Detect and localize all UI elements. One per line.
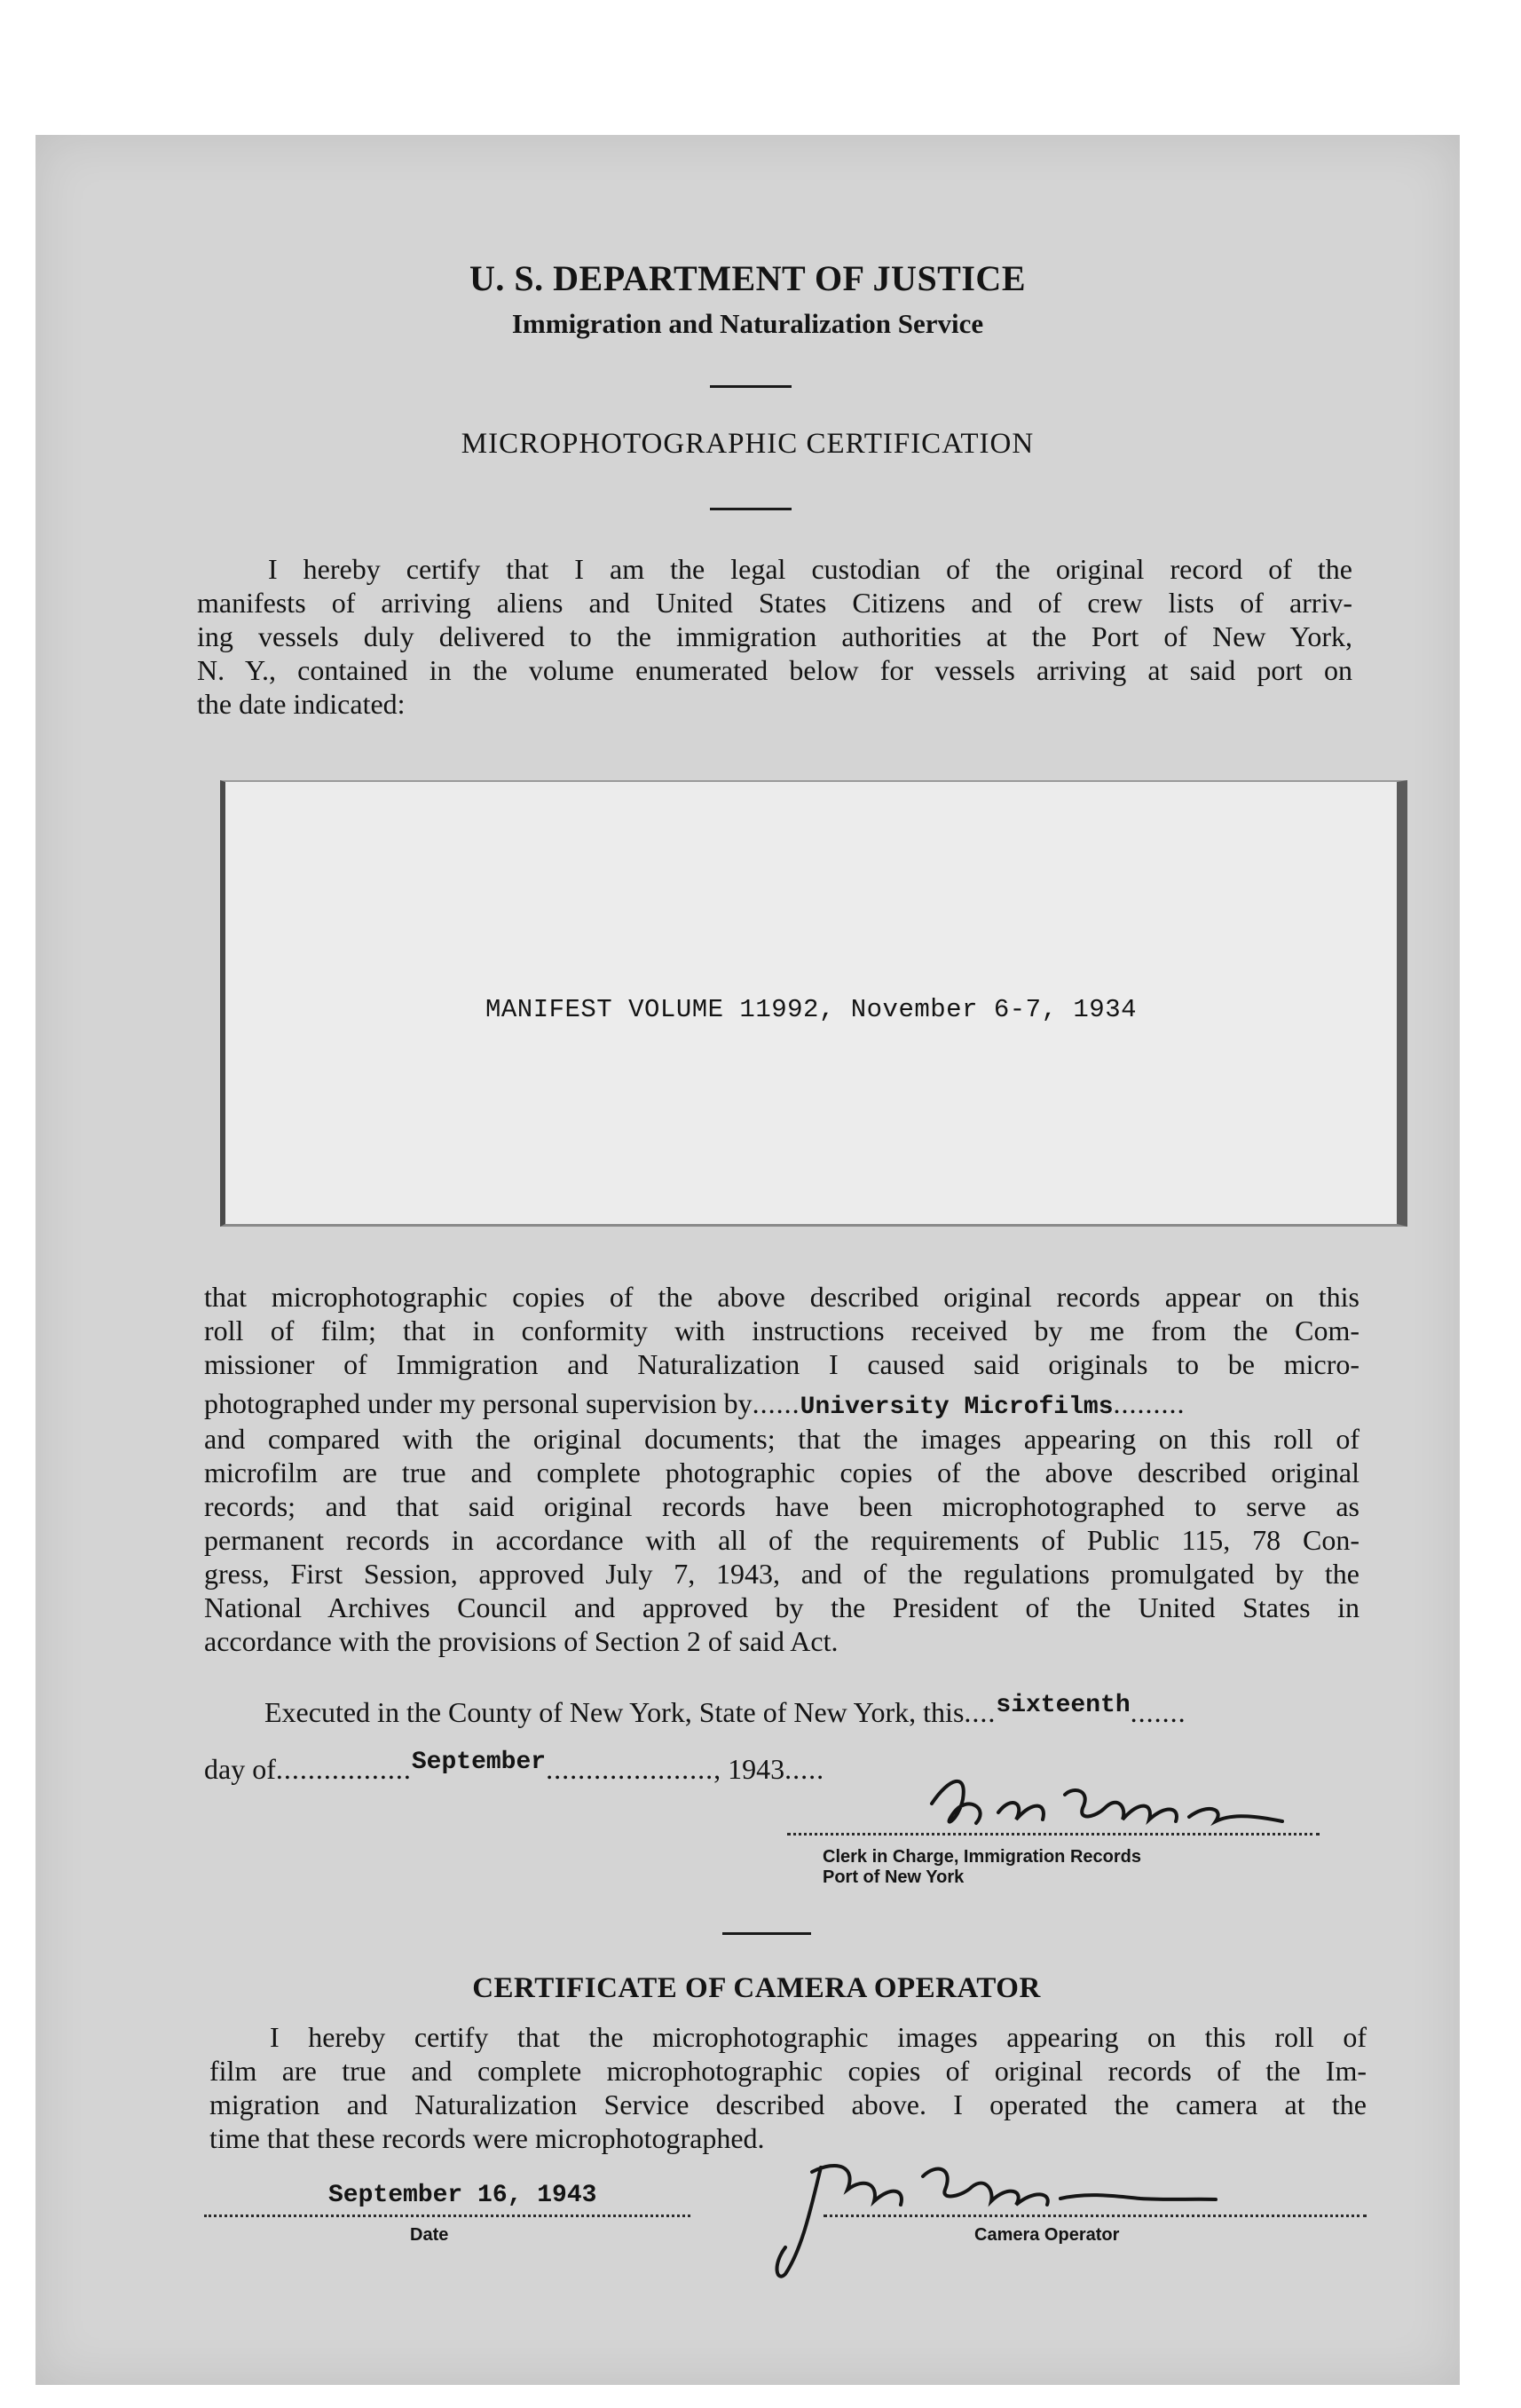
certification-title: MICROPHOTOGRAPHIC CERTIFICATION [461,428,1035,460]
intro-line: N. Y., contained in the volume enumerated below for vessels arriving at said port on [197,654,1352,686]
intro-line: manifests of arriving aliens and United States Citizens and of crew lists of arriv- [197,587,1352,619]
leader-dots: ......... [1113,1387,1186,1419]
body-line: gress, First Session, approved July 7, 1943, and of the regulations promulgated by the [204,1558,1359,1590]
body-paragraph [204,1280,1359,1381]
intro-line: I hereby certify that I am the legal custodian of the original record of the [268,553,1352,585]
manifest-volume-text: MANIFEST VOLUME 11992, November 6-7, 1934 [485,995,1138,1024]
date-label: Date [410,2225,449,2245]
day-of-line [204,1749,825,1790]
body-line: and compared with the original documents; that the images appearing on this roll of [204,1423,1359,1455]
leader-dots: ..... [784,1753,825,1785]
clerk-port: Port of New York [823,1867,965,1887]
intro-line: ing vessels duly delivered to the immigration authorities at the Port of New York, [197,620,1352,652]
body-line: missioner of Immigration and Naturalization I caused said originals to be micro- [204,1348,1359,1380]
date-line [204,2215,690,2217]
clerk-signature-line [787,1833,1320,1836]
divider-rule [710,508,792,510]
clerk-signature [914,1768,1287,1848]
body-line: accordance with the provisions of Section 2 of said Act. [204,1625,839,1657]
leader-dots: ....... [1130,1696,1186,1728]
body-line: records; and that said original records have been microphotographed to serve as [204,1490,1359,1522]
executed-day-typed: sixteenth [996,1692,1131,1719]
leader-dots: ...... [752,1387,800,1419]
leader-dots: ..................... [546,1753,714,1785]
service-subheading: Immigration and Naturalization Service [511,308,984,339]
year-text: , 1943 [713,1753,785,1785]
department-heading: U. S. DEPARTMENT OF JUSTICE [469,258,1026,298]
executed-prefix: Executed in the County of New York, State of New York, this [264,1696,965,1728]
divider-rule [710,385,792,388]
clerk-title: Clerk in Charge, Immigration Records [823,1847,1141,1867]
day-of-label: day of [204,1753,276,1785]
intro-line: the date indicated: [197,688,406,720]
camera-operator-title: CERTIFICATE OF CAMERA OPERATOR [472,1972,1041,2004]
executed-line [264,1692,1186,1733]
camera-operator-paragraph [209,2020,1367,2155]
body-line: roll of film; that in conformity with instructions received by me from the Com- [204,1315,1359,1346]
supervised-by-typed: University Microfilms [800,1393,1114,1421]
supervision-line [204,1386,1186,1425]
operator-signature-line [824,2215,1367,2217]
supervision-prefix: photographed under my personal supervision by [204,1387,753,1419]
body-line: National Archives Council and approved by the President of the United States in [204,1591,1359,1623]
camera-line: migration and Naturalization Service described above. I operated the camera at the [209,2088,1367,2120]
operator-date-typed: September 16, 1943 [328,2182,597,2209]
body-line: that microphotographic copies of the above described original records appear on this [204,1281,1359,1313]
body-line: permanent records in accordance with all of the requirements of Public 115, 78 Con- [204,1524,1359,1556]
intro-paragraph [197,552,1352,721]
body-paragraph-continued [204,1422,1359,1658]
manifest-insert-slip [220,780,1407,1227]
certification-sheet [35,135,1460,2385]
operator-label: Camera Operator [974,2225,1120,2245]
camera-line: I hereby certify that the microphotographic images appearing on this roll of [270,2021,1367,2053]
leader-dots: ................. [275,1753,412,1785]
camera-line: time that these records were microphotographed. [209,2122,765,2154]
camera-line: film are true and complete microphotographic copies of original records of the Im- [209,2055,1367,2087]
month-typed: September [411,1749,547,1776]
divider-rule [722,1932,811,1935]
leader-dots: .... [964,1696,997,1728]
body-line: microfilm are true and complete photographic copies of the above described original [204,1457,1359,1488]
